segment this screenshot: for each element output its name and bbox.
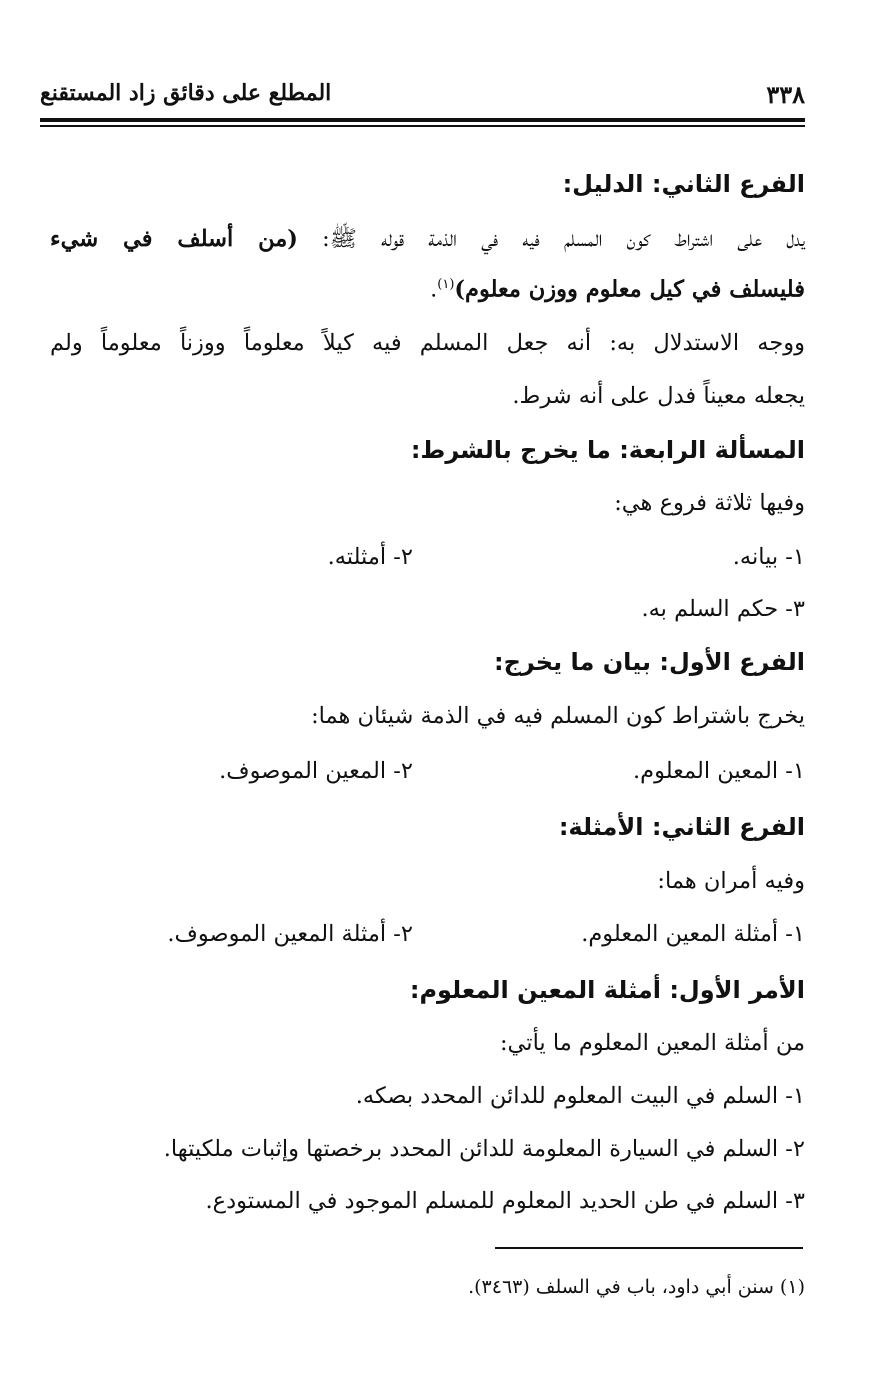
footnote: (١) سنن أبي داود، باب في السلف (٣٤٦٣). xyxy=(468,1276,805,1298)
section-heading: الأمر الأول: أمثلة المعين المعلوم: xyxy=(409,976,805,1004)
paragraph-line: وفيه أمران هما: xyxy=(657,868,805,894)
paragraph-line xyxy=(50,228,805,251)
list-item: ٢- المعين الموصوف. xyxy=(219,758,413,784)
header-rule-thin xyxy=(40,125,805,127)
paragraph-line: يجعله معيناً فدل على أنه شرط. xyxy=(512,383,805,409)
list-item: ٢- أمثلة المعين الموصوف. xyxy=(167,921,413,947)
list-item: ٢- السلم في السيارة المعلومة للدائن المحدد برخصتها وإثبات ملكيتها. xyxy=(163,1136,805,1162)
list-item: ٣- السلم في طن الحديد المعلوم للمسلم الموجود في المستودع. xyxy=(205,1188,805,1214)
paragraph-line: من أمثلة المعين المعلوم ما يأتي: xyxy=(499,1030,805,1056)
hadith-quote: فليسلف في كيل معلوم ووزن معلوم) xyxy=(454,276,805,303)
paragraph-text: . xyxy=(430,276,438,303)
paragraph-line xyxy=(430,278,805,301)
footnote-separator xyxy=(495,1247,803,1249)
section-heading: الفرع الأول: بيان ما يخرج: xyxy=(493,648,805,676)
list-item: ١- أمثلة المعين المعلوم. xyxy=(581,921,805,947)
section-heading: المسألة الرابعة: ما يخرج بالشرط: xyxy=(410,436,805,464)
hadith-quote: (من أسلف في شيء xyxy=(50,226,298,252)
paragraph-line: ووجه الاستدلال به: أنه جعل المسلم فيه كيلاً معلوماً ووزناً معلوماً ولم xyxy=(50,330,805,356)
paragraph-line: وفيها ثلاثة فروع هي: xyxy=(614,490,805,516)
list-item: ١- بيانه. xyxy=(732,544,805,570)
paragraph-line: يخرج باشتراط كون المسلم فيه في الذمة شيئان هما: xyxy=(311,703,805,729)
list-item: ٣- حكم السلم به. xyxy=(641,596,805,622)
list-item: ٢- أمثلته. xyxy=(327,544,413,570)
footnote-marker: (١) xyxy=(437,277,455,292)
list-item: ١- المعين المعلوم. xyxy=(632,758,805,784)
running-title: المطلع على دقائق زاد المستقنع xyxy=(40,80,332,106)
page-number: ٣٣٨ xyxy=(766,80,805,109)
section-heading: الفرع الثاني: الدليل: xyxy=(562,170,805,198)
page-header xyxy=(40,80,805,116)
list-item: ١- السلم في البيت المعلوم للدائن المحدد بصكه. xyxy=(355,1083,805,1109)
header-rule-thick xyxy=(40,118,805,122)
paragraph-text: يدل على اشتراط كون المسلم فيه في الذمة قوله ﷺ: xyxy=(297,226,805,252)
section-heading: الفرع الثاني: الأمثلة: xyxy=(558,813,805,841)
